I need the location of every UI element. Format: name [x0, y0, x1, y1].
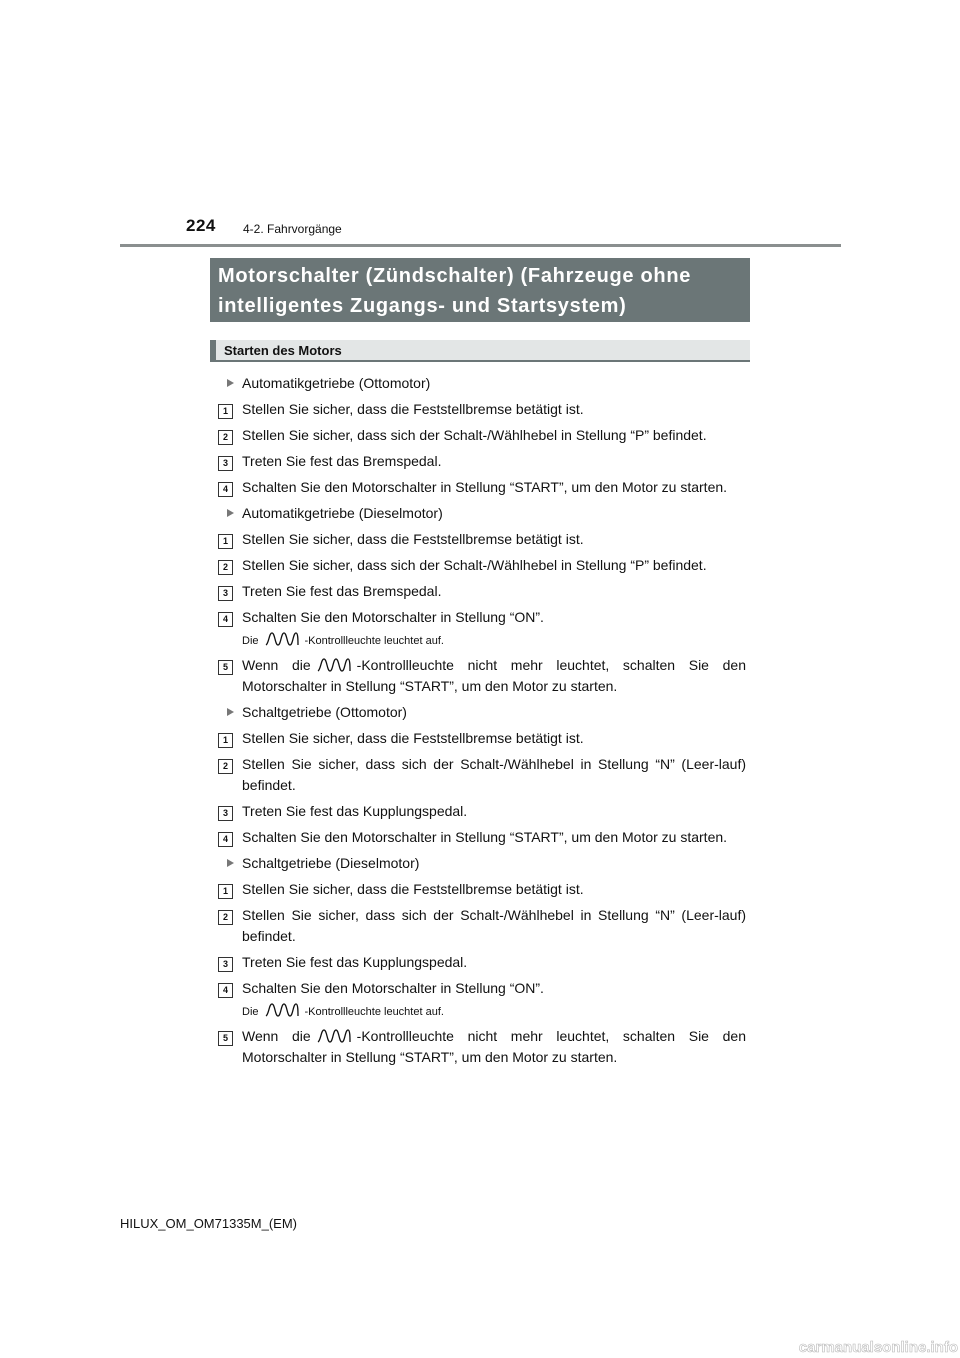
- step-item: [210, 827, 750, 848]
- step-text: Stellen Sie sicher, dass die Feststellbremse betätigt ist.: [242, 401, 584, 417]
- glow-plug-indicator-icon: [317, 1027, 351, 1045]
- triangle-bullet-icon: [227, 509, 234, 517]
- step-note: [210, 1001, 750, 1021]
- step-text: Stellen Sie sicher, dass sich der Schalt-/Wählhebel in Stellung “P” befindet.: [242, 427, 707, 443]
- step-number-badge: 4: [218, 983, 233, 998]
- triangle-bullet-icon: [227, 379, 234, 387]
- section-heading: [210, 853, 750, 874]
- page-number: 224: [186, 216, 216, 235]
- subheader-bar: [210, 340, 216, 362]
- step-text-pre: Wenn die: [242, 657, 311, 673]
- step-number-badge: 5: [218, 660, 233, 675]
- section-heading: [210, 702, 750, 723]
- section-heading: [210, 503, 750, 524]
- watermark[interactable]: [780, 1336, 960, 1358]
- note-text-post: -Kontrollleuchte leuchtet auf.: [304, 635, 444, 647]
- step-number-badge: 3: [218, 957, 233, 972]
- step-item: [210, 529, 750, 550]
- step-text: Treten Sie fest das Kupplungspedal.: [242, 803, 468, 819]
- section-title-line-2: intelligentes Zugangs- und Startsystem): [218, 295, 627, 317]
- step-text-post: -Kontrollleuchte nicht mehr leuchtet, schalten Sie den Motorschalter in Stellung “START”, um den Motor zu starten.: [242, 1028, 746, 1065]
- step-text-pre: Wenn die: [242, 1028, 311, 1044]
- footer-document-code: HILUX_OM_OM71335M_(EM): [120, 1216, 297, 1231]
- subheader: [210, 340, 750, 362]
- step-text: Stellen Sie sicher, dass die Feststellbremse betätigt ist.: [242, 531, 584, 547]
- step-number-badge: 3: [218, 456, 233, 471]
- content: [210, 368, 750, 1068]
- step-item: [210, 879, 750, 900]
- step-text-post: -Kontrollleuchte nicht mehr leuchtet, schalten Sie den Motorschalter in Stellung “START”, um den Motor zu starten.: [242, 657, 746, 694]
- step-text: Stellen Sie sicher, dass sich der Schalt-/Wählhebel in Stellung “P” befindet.: [242, 557, 707, 573]
- step-number-badge: 1: [218, 884, 233, 899]
- step-item: [210, 754, 750, 796]
- step-text: Schalten Sie den Motorschalter in Stellung “ON”.: [242, 609, 544, 625]
- step-item: [210, 399, 750, 420]
- step-number-badge: 1: [218, 733, 233, 748]
- section-heading-text: Automatikgetriebe (Ottomotor): [242, 375, 431, 391]
- step-item: [210, 728, 750, 749]
- step-number-badge: 2: [218, 430, 233, 445]
- step-number-badge: 4: [218, 482, 233, 497]
- section-heading-text: Automatikgetriebe (Dieselmotor): [242, 505, 443, 521]
- step-text: Stellen Sie sicher, dass die Feststellbremse betätigt ist.: [242, 881, 584, 897]
- section-title-line-1: Motorschalter (Zündschalter) (Fahrzeuge ohne: [218, 265, 692, 287]
- triangle-bullet-icon: [227, 859, 234, 867]
- step-text: Stellen Sie sicher, dass sich der Schalt-/Wählhebel in Stellung “N” (Leer-lauf) befindet.: [242, 907, 746, 944]
- section-title-box: [210, 258, 750, 322]
- step-number-badge: 3: [218, 586, 233, 601]
- step-item: [210, 655, 750, 697]
- note-text-pre: Die: [242, 635, 259, 647]
- step-number-badge: 2: [218, 560, 233, 575]
- step-text: Schalten Sie den Motorschalter in Stellung “START”, um den Motor zu starten.: [242, 829, 728, 845]
- step-text: Treten Sie fest das Bremspedal.: [242, 583, 442, 599]
- glow-plug-indicator-icon: [265, 1001, 299, 1019]
- step-item: [210, 905, 750, 947]
- step-item: [210, 555, 750, 576]
- step-number-badge: 2: [218, 759, 233, 774]
- step-item: [210, 952, 750, 973]
- step-number-badge: 4: [218, 612, 233, 627]
- triangle-bullet-icon: [227, 708, 234, 716]
- header-rule: [120, 244, 841, 247]
- step-number-badge: 3: [218, 806, 233, 821]
- step-text: Treten Sie fest das Kupplungspedal.: [242, 954, 468, 970]
- step-text: Stellen Sie sicher, dass die Feststellbremse betätigt ist.: [242, 730, 584, 746]
- step-text: Treten Sie fest das Bremspedal.: [242, 453, 442, 469]
- step-item: [210, 801, 750, 822]
- note-text-pre: Die: [242, 1006, 259, 1018]
- watermark-text: carmanualsonline.info: [798, 1339, 958, 1356]
- section-heading: [210, 373, 750, 394]
- step-number-badge: 4: [218, 832, 233, 847]
- step-text: Schalten Sie den Motorschalter in Stellung “START”, um den Motor zu starten.: [242, 479, 728, 495]
- step-text: Schalten Sie den Motorschalter in Stellung “ON”.: [242, 980, 544, 996]
- subheader-text: Starten des Motors: [224, 343, 342, 358]
- glow-plug-indicator-icon: [317, 656, 351, 674]
- step-item: [210, 477, 750, 498]
- step-number-badge: 5: [218, 1031, 233, 1046]
- step-item: [210, 451, 750, 472]
- glow-plug-indicator-icon: [265, 630, 299, 648]
- section-heading-text: Schaltgetriebe (Dieselmotor): [242, 855, 420, 871]
- section-heading-text: Schaltgetriebe (Ottomotor): [242, 704, 407, 720]
- step-text: Stellen Sie sicher, dass sich der Schalt-/Wählhebel in Stellung “N” (Leer-lauf) befindet.: [242, 756, 746, 793]
- step-item: [210, 1026, 750, 1068]
- step-number-badge: 2: [218, 910, 233, 925]
- step-item: [210, 581, 750, 602]
- section-reference: 4-2. Fahrvorgänge: [243, 222, 342, 236]
- step-number-badge: 1: [218, 534, 233, 549]
- step-item: [210, 425, 750, 446]
- step-item: [210, 978, 750, 999]
- step-number-badge: 1: [218, 404, 233, 419]
- step-note: [210, 630, 750, 650]
- step-item: [210, 607, 750, 628]
- note-text-post: -Kontrollleuchte leuchtet auf.: [304, 1006, 444, 1018]
